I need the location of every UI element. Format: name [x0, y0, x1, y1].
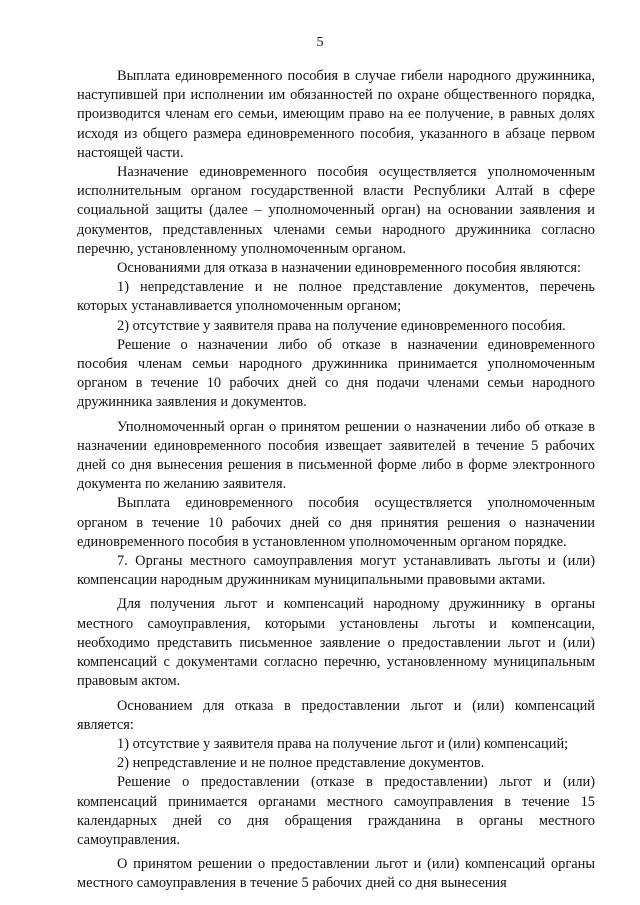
paragraph: 1) непредставление и не полное представление документов, перечень которых устанавливается уполномоченным органом; — [77, 279, 595, 315]
paragraph: Выплата единовременного пособия в случае гибели народного дружинника, наступившей при исполнении им обязанностей по охране общественного порядка, производится членам его семьи, имеющим право на ее получение, в равных долях исходя из общего размера единовременного пособия, указанного в абзаце первом настоящей части. — [77, 68, 595, 161]
paragraph: Основаниями для отказа в назначении единовременного пособия являются: — [117, 260, 581, 277]
paragraph: Решение о предоставлении (отказе в предоставлении) льгот и (или) компенсаций принимается органами местного самоуправления в течение 15 календарных дней со дня обращения гражданина в органы местного самоуправления. — [77, 774, 595, 848]
paragraph: Выплата единовременного пособия осуществляется уполномоченным органом в течение 10 рабочих дней со дня принятия решения о назначении единовременного пособия в установленном уполномоченным органом порядке. — [77, 495, 595, 550]
paragraph: Решение о назначении либо об отказе в назначении единовременного пособия членам семьи народного дружинника принимается уполномоченным органом в течение 10 рабочих дней со дня подачи членами семьи народного дружинника заявления и документов. — [77, 336, 595, 411]
paragraph: Для получения льгот и компенсаций народному дружиннику в органы местного самоуправления, которыми установлены льготы и компенсации, необходимо представить письменное заявление о предоставлении льгот и (или) компенсаций с документами согласно перечню, установленному муниципальным правовым актом. — [77, 596, 595, 690]
page-number: 5 — [316, 35, 324, 50]
document-body — [77, 67, 595, 894]
paragraph: 2) непредставление и не полное представление документов. — [117, 755, 485, 772]
paragraph: 1) отсутствие у заявителя права на получение льгот и (или) компенсаций; — [117, 735, 569, 752]
paragraph: Основанием для отказа в предоставлении льгот и (или) компенсаций является: — [77, 697, 595, 733]
paragraph: О принятом решении о предоставлении льгот и (или) компенсаций органы местного самоуправления в течение 5 рабочих дней со дня вынесения — [77, 856, 595, 892]
paragraph: 7. Органы местного самоуправления могут устанавливать льготы и (или) компенсации народным дружинникам муниципальными правовыми актами. — [77, 553, 595, 589]
paragraph: 2) отсутствие у заявителя права на получение единовременного пособия. — [117, 317, 566, 334]
paragraph: Назначение единовременного пособия осуществляется уполномоченным исполнительным органом государственной власти Республики Алтай в сфере социальной защиты (далее – уполномоченный орган) на основании заявления и документов, представленных членами семьи народного дружинника согласно перечню, установленному уполномоченным органом. — [77, 164, 595, 257]
paragraph: Уполномоченный орган о принятом решении о назначении либо об отказе в назначении единовременного пособия извещает заявителей в течение 5 рабочих дней со дня вынесения решения в письменной форме либо в форме электронного документа по желанию заявителя. — [77, 418, 595, 493]
